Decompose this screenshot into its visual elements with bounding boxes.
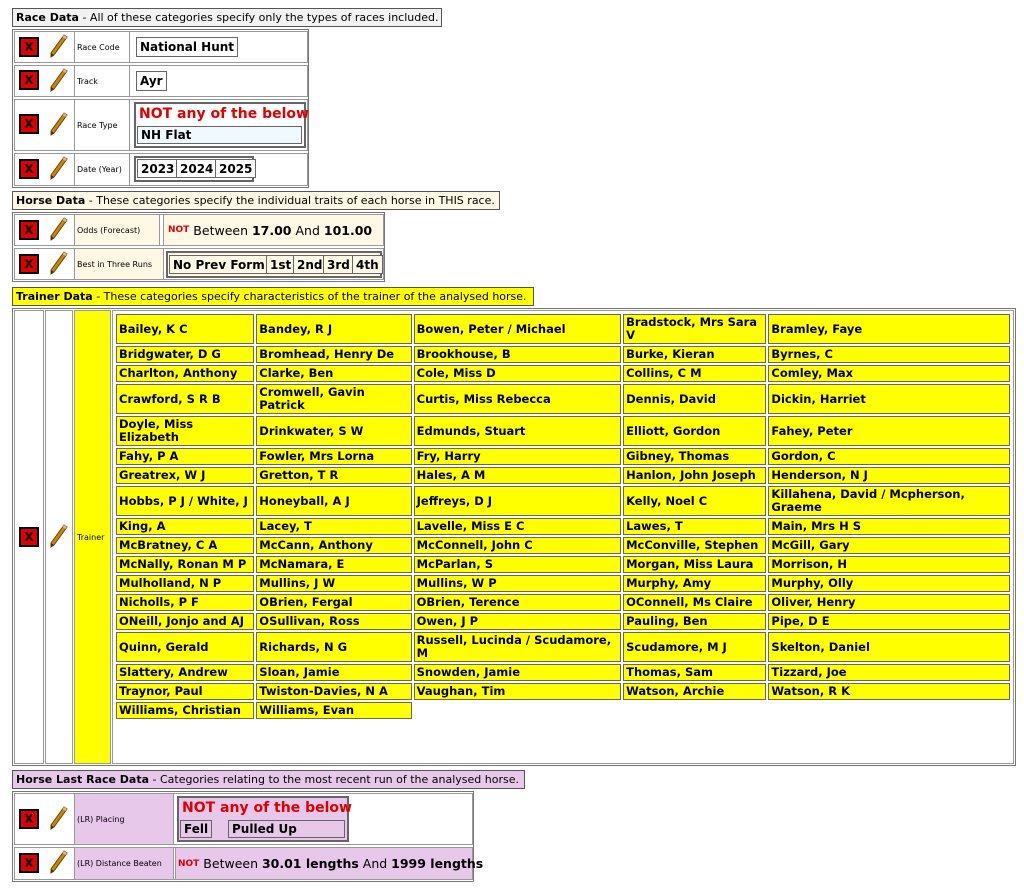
trainer-cell: Skelton, Daniel	[768, 632, 1010, 662]
trainer-cell: Dickin, Harriet	[768, 384, 1010, 414]
trainer-table-body	[116, 314, 1010, 719]
best-2nd: 2nd	[293, 255, 326, 274]
track-value: Ayr	[136, 71, 167, 91]
x-icon: X	[24, 117, 34, 131]
trainer-cell: Gretton, T R	[256, 467, 411, 484]
trainer-data-title: Trainer Data	[16, 290, 93, 303]
trainer-cell: Murphy, Amy	[623, 575, 766, 592]
odds-not: NOT	[168, 225, 190, 235]
year-2025: 2025	[215, 159, 256, 178]
odds-to: 101.00	[323, 222, 373, 238]
trainer-cell: Slattery, Andrew	[116, 664, 254, 681]
lr-placing-fell: Fell	[180, 820, 212, 838]
trainer-cell: Watson, Archie	[623, 683, 766, 700]
trainer-cell: McCann, Anthony	[256, 537, 411, 554]
odds-from: 17.00	[251, 222, 292, 238]
trainer-cell: Lawes, T	[623, 518, 766, 535]
trainer-cell: Quinn, Gerald	[116, 632, 254, 662]
trainer-cell: Edmunds, Stuart	[414, 416, 621, 446]
trainer-cell: Pauling, Ben	[623, 613, 766, 630]
trainer-cell: ONeill, Jonjo and AJ	[116, 613, 254, 630]
trainer-cell: Fahy, P A	[116, 448, 254, 465]
trainer-cell: Kelly, Noel C	[623, 486, 766, 516]
odds-label: Odds (Forecast)	[74, 214, 160, 246]
trainer-cell: Gordon, C	[768, 448, 1010, 465]
x-icon: X	[24, 530, 34, 544]
trainer-cell: Honeyball, A J	[256, 486, 411, 516]
x-icon: X	[24, 257, 34, 271]
x-icon: X	[24, 223, 34, 237]
lr-distance-not: NOT	[178, 858, 200, 869]
lr-distance-value-box	[175, 847, 484, 880]
trainer-cell: McGill, Gary	[768, 537, 1010, 554]
trainer-cell: Mullins, W P	[414, 575, 621, 592]
race-data-description: - All of these categories specify only the types of races included.	[78, 11, 439, 24]
trainer-cell: Morrison, H	[768, 556, 1010, 573]
trainer-cell: McNally, Ronan M P	[116, 556, 254, 573]
lr-placing-pulled-up: Pulled Up	[228, 820, 345, 838]
pencil-icon[interactable]	[47, 67, 69, 93]
trainer-cell: Henderson, N J	[768, 467, 1010, 484]
trainer-table	[114, 312, 1012, 721]
x-icon: X	[24, 162, 34, 176]
trainer-cell: Burke, Kieran	[623, 346, 766, 363]
trainer-cell: Mullins, J W	[256, 575, 411, 592]
trainer-row	[116, 537, 1010, 554]
trainer-row	[116, 702, 1010, 719]
track-label: Track	[74, 65, 130, 97]
trainer-cell: OConnell, Ms Claire	[623, 594, 766, 611]
date-year-label: Date (Year)	[74, 153, 130, 186]
trainer-cell: Cole, Miss D	[414, 365, 621, 382]
trainer-cell: McConnell, John C	[414, 537, 621, 554]
last-race-data-header	[12, 770, 525, 789]
trainer-cell: Fry, Harry	[414, 448, 621, 465]
pencil-icon[interactable]	[47, 250, 69, 276]
trainer-row	[116, 384, 1010, 414]
delete-track-button[interactable]	[19, 70, 39, 90]
trainer-cell: Clarke, Ben	[256, 365, 411, 382]
trainer-cell: Hobbs, P J / White, J	[116, 486, 254, 516]
race-code-label: Race Code	[74, 31, 130, 63]
best-1st: 1st	[266, 255, 295, 274]
trainer-cell: Bandey, R J	[256, 314, 411, 344]
delete-race-type-button[interactable]	[19, 114, 39, 134]
best-no-prev-form: No Prev Form	[169, 255, 269, 274]
year-2024: 2024	[176, 159, 217, 178]
last-race-data-title: Horse Last Race Data	[16, 773, 150, 786]
trainer-empty-cell	[414, 702, 621, 719]
trainer-cell: Traynor, Paul	[116, 683, 254, 700]
trainer-row	[116, 365, 1010, 382]
x-icon: X	[24, 856, 34, 870]
trainer-row	[116, 683, 1010, 700]
trainer-row	[116, 518, 1010, 535]
trainer-cell: Drinkwater, S W	[256, 416, 411, 446]
trainer-data-header	[12, 287, 534, 306]
trainer-cell: Dennis, David	[623, 384, 766, 414]
best-3rd: 3rd	[323, 255, 354, 274]
trainer-row	[116, 448, 1010, 465]
trainer-cell: Twiston-Davies, N A	[256, 683, 411, 700]
trainer-row	[116, 575, 1010, 592]
race-type-not-text: NOT any of the below	[139, 106, 309, 122]
trainer-cell: Comley, Max	[768, 365, 1010, 382]
trainer-cell: Main, Mrs H S	[768, 518, 1010, 535]
trainer-row	[116, 594, 1010, 611]
delete-race-code-button[interactable]	[19, 37, 39, 57]
race-data-header	[12, 8, 442, 27]
trainer-cell: Oliver, Henry	[768, 594, 1010, 611]
year-2023: 2023	[137, 159, 178, 178]
trainer-cell: Lacey, T	[256, 518, 411, 535]
trainer-row	[116, 314, 1010, 344]
pencil-icon[interactable]	[47, 805, 69, 831]
pencil-icon[interactable]	[47, 33, 69, 59]
trainer-row	[116, 346, 1010, 363]
trainer-cell: Elliott, Gordon	[623, 416, 766, 446]
delete-date-year-button[interactable]	[19, 159, 39, 179]
trainer-cell: Bradstock, Mrs Sara V	[623, 314, 766, 344]
trainer-cell: Morgan, Miss Laura	[623, 556, 766, 573]
trainer-cell: McNamara, E	[256, 556, 411, 573]
trainer-cell: Bromhead, Henry De	[256, 346, 411, 363]
trainer-cell: Gibney, Thomas	[623, 448, 766, 465]
trainer-cell: McConville, Stephen	[623, 537, 766, 554]
trainer-cell: McBratney, C A	[116, 537, 254, 554]
trainer-cell: Greatrex, W J	[116, 467, 254, 484]
trainer-cell: Murphy, Olly	[768, 575, 1010, 592]
trainer-cell: Killahena, David / Mcpherson, Graeme	[768, 486, 1010, 516]
trainer-cell: Russell, Lucinda / Scudamore, M	[414, 632, 621, 662]
pencil-icon[interactable]	[47, 216, 69, 242]
trainer-cell: Cromwell, Gavin Patrick	[256, 384, 411, 414]
trainer-cell: Sloan, Jamie	[256, 664, 411, 681]
x-icon: X	[24, 40, 34, 54]
trainer-row	[116, 632, 1010, 662]
lr-distance-between: Between	[199, 856, 262, 871]
lr-placing-label: (LR) Placing	[74, 793, 174, 845]
trainer-cell: Lavelle, Miss E C	[414, 518, 621, 535]
lr-distance-from: 30.01 lengths	[261, 856, 359, 871]
trainer-row	[116, 556, 1010, 573]
trainer-empty-cell	[623, 702, 766, 719]
horse-data-title: Horse Data	[16, 194, 86, 207]
trainer-cell: Williams, Evan	[256, 702, 411, 719]
pencil-icon[interactable]	[47, 849, 69, 875]
trainer-cell: Williams, Christian	[116, 702, 254, 719]
trainer-cell: OBrien, Terence	[414, 594, 621, 611]
best-4th: 4th	[352, 255, 383, 274]
delete-trainer-button[interactable]	[19, 527, 39, 547]
trainer-cell: Byrnes, C	[768, 346, 1010, 363]
trainer-empty-cell	[768, 702, 1010, 719]
trainer-row	[116, 416, 1010, 446]
pencil-icon[interactable]	[47, 155, 69, 181]
trainer-cell: McParlan, S	[414, 556, 621, 573]
trainer-cell: Vaughan, Tim	[414, 683, 621, 700]
x-icon: X	[24, 73, 34, 87]
trainer-cell: Charlton, Anthony	[116, 365, 254, 382]
trainer-cell: Curtis, Miss Rebecca	[414, 384, 621, 414]
trainer-cell: Crawford, S R B	[116, 384, 254, 414]
trainer-cell: Bridgwater, D G	[116, 346, 254, 363]
trainer-cell: Pipe, D E	[768, 613, 1010, 630]
trainer-cell: Nicholls, P F	[116, 594, 254, 611]
lr-distance-label: (LR) Distance Beaten	[74, 847, 174, 880]
trainer-cell: Collins, C M	[623, 365, 766, 382]
odds-and: And	[291, 222, 324, 238]
delete-lr-distance-button[interactable]	[19, 853, 39, 873]
trainer-cell: Thomas, Sam	[623, 664, 766, 681]
race-type-label: Race Type	[74, 99, 130, 151]
lr-placing-not-text: NOT any of the below	[182, 800, 352, 816]
trainer-cell: Doyle, Miss Elizabeth	[116, 416, 254, 446]
trainer-cell: Hales, A M	[414, 467, 621, 484]
trainer-cell: Fowler, Mrs Lorna	[256, 448, 411, 465]
trainer-cell: OSullivan, Ross	[256, 613, 411, 630]
trainer-row	[116, 486, 1010, 516]
trainer-cell: Owen, J P	[414, 613, 621, 630]
odds-between: Between	[189, 222, 252, 238]
trainer-cell: Fahey, Peter	[768, 416, 1010, 446]
trainer-cell: King, A	[116, 518, 254, 535]
trainer-cell: Snowden, Jamie	[414, 664, 621, 681]
trainer-data-description: - These categories specify characteristics of the trainer of the analysed horse.	[92, 290, 527, 303]
trainer-row	[116, 467, 1010, 484]
trainer-cell: Watson, R K	[768, 683, 1010, 700]
lr-distance-to: 1999 lengths	[391, 856, 484, 871]
x-icon: X	[24, 812, 34, 826]
trainer-cell: Hanlon, John Joseph	[623, 467, 766, 484]
trainer-cell: Scudamore, M J	[623, 632, 766, 662]
race-code-value: National Hunt	[136, 37, 238, 57]
trainer-row	[116, 613, 1010, 630]
delete-lr-placing-button[interactable]	[19, 809, 39, 829]
delete-best-three-runs-button[interactable]	[19, 254, 39, 274]
race-data-title: Race Data	[16, 11, 79, 24]
trainer-cell: OBrien, Fergal	[256, 594, 411, 611]
horse-data-description: - These categories specify the individual traits of each horse in THIS race.	[85, 194, 495, 207]
trainer-cell: Jeffreys, D J	[414, 486, 621, 516]
pencil-icon[interactable]	[47, 523, 69, 549]
trainer-cell: Bailey, K C	[116, 314, 254, 344]
best-three-runs-label: Best in Three Runs	[74, 248, 164, 280]
trainer-cell: Bramley, Faye	[768, 314, 1010, 344]
delete-odds-button[interactable]	[19, 220, 39, 240]
lr-distance-and: And	[358, 856, 392, 871]
trainer-cell: Richards, N G	[256, 632, 411, 662]
pencil-icon[interactable]	[47, 111, 69, 137]
race-type-value: NH Flat	[137, 126, 302, 144]
trainer-row	[116, 664, 1010, 681]
trainer-cell: Bowen, Peter / Michael	[414, 314, 621, 344]
last-race-data-description: - Categories relating to the most recent run of the analysed horse.	[149, 773, 519, 786]
horse-data-header	[12, 191, 500, 210]
trainer-cell: Brookhouse, B	[414, 346, 621, 363]
trainer-label: Trainer	[74, 310, 111, 764]
trainer-cell: Tizzard, Joe	[768, 664, 1010, 681]
odds-value-box	[163, 214, 384, 246]
trainer-cell: Mulholland, N P	[116, 575, 254, 592]
